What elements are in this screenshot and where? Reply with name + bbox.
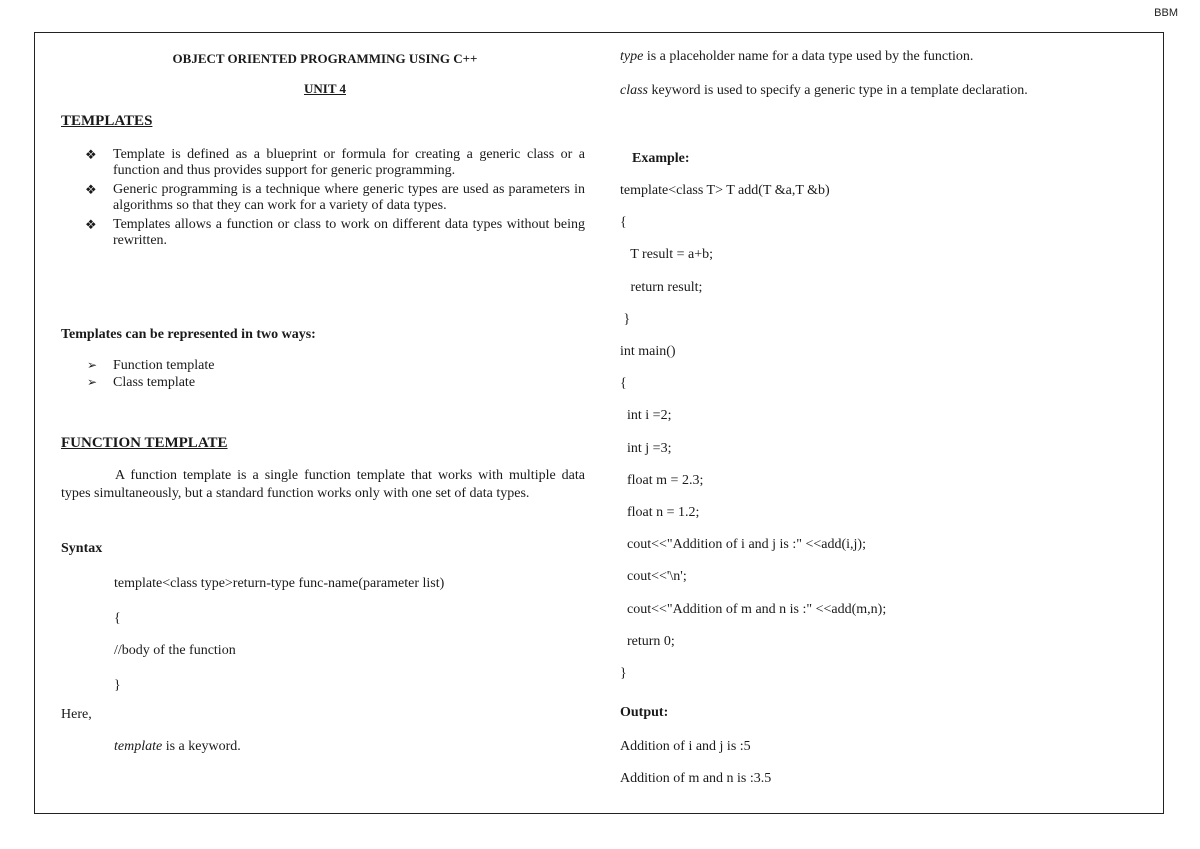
code-line: { — [620, 376, 627, 392]
code-line: float n = 1.2; — [620, 505, 700, 520]
code-line: return result; — [620, 279, 703, 295]
code-line: cout<<'\n'; — [620, 569, 687, 585]
syntax-line: } — [114, 678, 121, 693]
ways-list — [61, 357, 214, 391]
syntax-heading: Syntax — [61, 541, 103, 556]
output-line: Addition of m and n is :3.5 — [620, 771, 772, 786]
example-heading: Example: — [632, 151, 690, 166]
diamond-bullet-icon: ❖ — [85, 182, 97, 197]
list-item: ❖ Template is defined as a blueprint or formula for creating a generic class or a function and thus provides support for generic programming. — [85, 147, 585, 178]
syntax-line: //body of the function — [114, 643, 236, 658]
unit-heading: UNIT 4 — [303, 81, 347, 96]
code-line: int main() — [620, 344, 676, 359]
code-line: int i =2; — [620, 408, 672, 424]
arrow-bullet-icon: ➢ — [87, 375, 98, 389]
templates-heading: TEMPLATES — [61, 113, 153, 129]
syntax-line: { — [114, 611, 121, 626]
code-line: return 0; — [620, 633, 675, 649]
here-label: Here, — [61, 707, 92, 722]
list-item: ❖ Generic programming is a technique where generic types are used as parameters in algorithms so that they can work for a variety of data types. — [85, 182, 585, 213]
class-description: class keyword is used to specify a generic type in a template declaration. — [620, 83, 1028, 98]
template-keyword-line: template is a keyword. — [114, 739, 241, 754]
corner-label: BBM — [1154, 7, 1178, 19]
code-line: float m = 2.3; — [620, 472, 704, 488]
diamond-bullet-icon: ❖ — [85, 147, 97, 162]
code-line: } — [620, 311, 631, 327]
type-description: type is a placeholder name for a data type used by the function. — [620, 49, 974, 64]
diamond-bullet-icon: ❖ — [85, 217, 97, 232]
document-title: OBJECT ORIENTED PROGRAMMING USING C++ — [172, 51, 478, 66]
function-template-paragraph: A function template is a single function template that works with multiple data types simultaneously, but a standard function works only with one set of data types. — [61, 468, 585, 501]
templates-bullet-list — [61, 147, 585, 252]
list-item: ❖ Templates allows a function or class to work on different data types without being rewritten. — [85, 217, 585, 248]
code-line: cout<<"Addition of i and j is :" <<add(i,j); — [620, 537, 866, 553]
ways-heading: Templates can be represented in two ways: — [61, 327, 316, 342]
code-line: cout<<"Addition of m and n is :" <<add(m,n); — [620, 601, 887, 617]
arrow-bullet-icon: ➢ — [87, 358, 98, 372]
code-line: int j =3; — [620, 440, 672, 456]
code-line: T result = a+b; — [620, 247, 714, 263]
list-item: ➢ Class template — [87, 375, 196, 390]
page-frame — [34, 32, 1164, 814]
function-template-heading: FUNCTION TEMPLATE — [61, 435, 228, 451]
code-line: template<class T> T add(T &a,T &b) — [620, 183, 830, 198]
output-line: Addition of i and j is :5 — [620, 739, 751, 754]
list-item: ➢ Function template — [87, 358, 215, 373]
code-line: { — [620, 215, 627, 231]
code-line: } — [620, 666, 627, 681]
output-heading: Output: — [620, 705, 669, 720]
syntax-line: template<class type>return-type func-name(parameter list) — [114, 576, 445, 591]
